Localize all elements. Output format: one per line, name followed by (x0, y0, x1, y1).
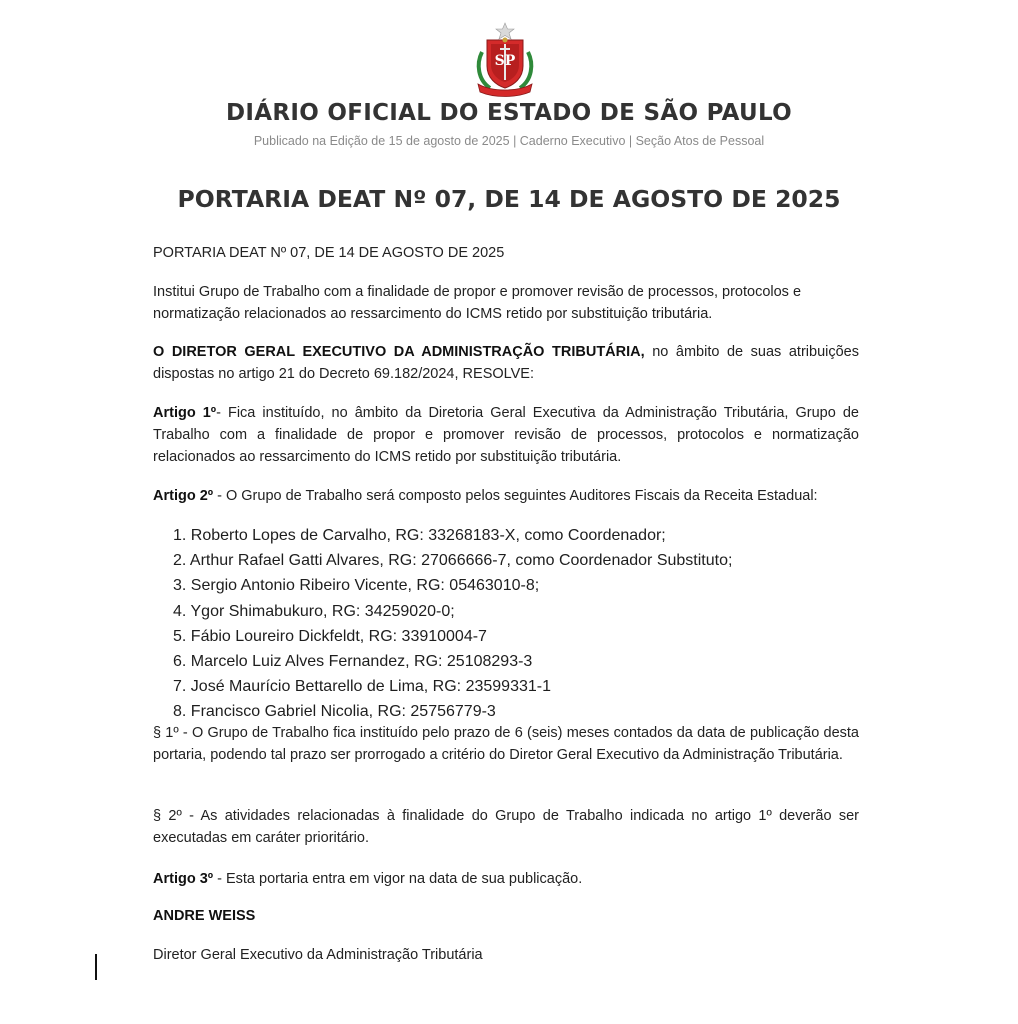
artigo-1-text: - Fica instituído, no âmbito da Diretoria Geral Executiva da Administração Tributária, Grupo de Trabalho com a finalidade de propor e promover revisão de processos, protocolos e normatização relacionados ao ressarcimento do ICMS retido por substituição tributária. (153, 405, 859, 465)
artigo-2-text: - O Grupo de Trabalho será composto pelos seguintes Auditores Fiscais da Receita Estadual: (213, 488, 818, 504)
artigo-3-text: - Esta portaria entra em vigor na data de sua publicação. (213, 871, 583, 887)
artigo-3-label: Artigo 3º (153, 871, 214, 887)
preamble-text: no âmbito de suas atribuições dispostas no artigo 21 do Decreto 69.182/2024, RESOLVE: (153, 344, 859, 382)
members-list (173, 523, 853, 725)
list-item: 7. José Maurício Bettarello de Lima, RG: 23599331-1 (173, 678, 551, 696)
signatory-name-text: ANDRE WEISS (153, 908, 256, 924)
text-cursor (95, 954, 97, 980)
signatory-name (153, 905, 859, 927)
preamble-authority: O DIRETOR GERAL EXECUTIVO DA ADMINISTRAÇÃO TRIBUTÁRIA, (153, 344, 645, 360)
list-item: 6. Marcelo Luiz Alves Fernandez, RG: 25108293-3 (173, 653, 533, 671)
list-item: 2. Arthur Rafael Gatti Alvares, RG: 27066666-7, como Coordenador Substituto; (173, 552, 733, 570)
emblem-letters: SP (494, 53, 516, 69)
list-item: 3. Sergio Antonio Ribeiro Vicente, RG: 05463010-8; (173, 577, 540, 595)
artigo-3-paragraph (153, 868, 859, 890)
document-main-title: PORTARIA DEAT Nº 07, DE 14 DE AGOSTO DE 2025 (177, 185, 841, 213)
list-item: 5. Fábio Loureiro Dickfeldt, RG: 33910004-7 (173, 627, 487, 645)
publication-info: Publicado na Edição de 15 de agosto de 2025 | Caderno Executivo | Seção Atos de Pessoal (253, 134, 765, 148)
document-heading: PORTARIA DEAT Nº 07, DE 14 DE AGOSTO DE 2025 (153, 245, 505, 261)
paragrafo-1: § 1º - O Grupo de Trabalho fica instituído pelo prazo de 6 (seis) meses contados da data de publicação desta portaria, podendo tal prazo ser prorrogado a critério do Diretor Geral Executivo da Administração Tributária. (153, 725, 859, 763)
artigo-2-label: Artigo 2º (153, 488, 214, 504)
preamble-paragraph (153, 341, 859, 385)
list-item: 4. Ygor Shimabukuro, RG: 34259020-0; (173, 602, 455, 620)
signatory-role: Diretor Geral Executivo da Administração Tributária (153, 947, 483, 963)
masthead (0, 100, 1018, 148)
sao-paulo-coat-of-arms-icon (472, 22, 538, 98)
paragrafo-2: § 2º - As atividades relacionadas à finalidade do Grupo de Trabalho indicada no artigo 1º deverão ser executadas em caráter prioritário. (153, 808, 859, 846)
artigo-2-paragraph (153, 485, 859, 507)
artigo-1-label: Artigo 1º (153, 405, 217, 421)
list-item: 8. Francisco Gabriel Nicolia, RG: 25756779-3 (173, 703, 496, 721)
list-item: 1. Roberto Lopes de Carvalho, RG: 33268183-X, como Coordenador; (173, 527, 666, 544)
ementa-paragraph: Institui Grupo de Trabalho com a finalidade de propor e promover revisão de processos, protocolos e normatização relacionados ao ressarcimento do ICMS retido por substituição tributária. (153, 284, 802, 322)
artigo-1-paragraph (153, 402, 859, 468)
gazette-title: DIÁRIO OFICIAL DO ESTADO DE SÃO PAULO (225, 100, 793, 126)
